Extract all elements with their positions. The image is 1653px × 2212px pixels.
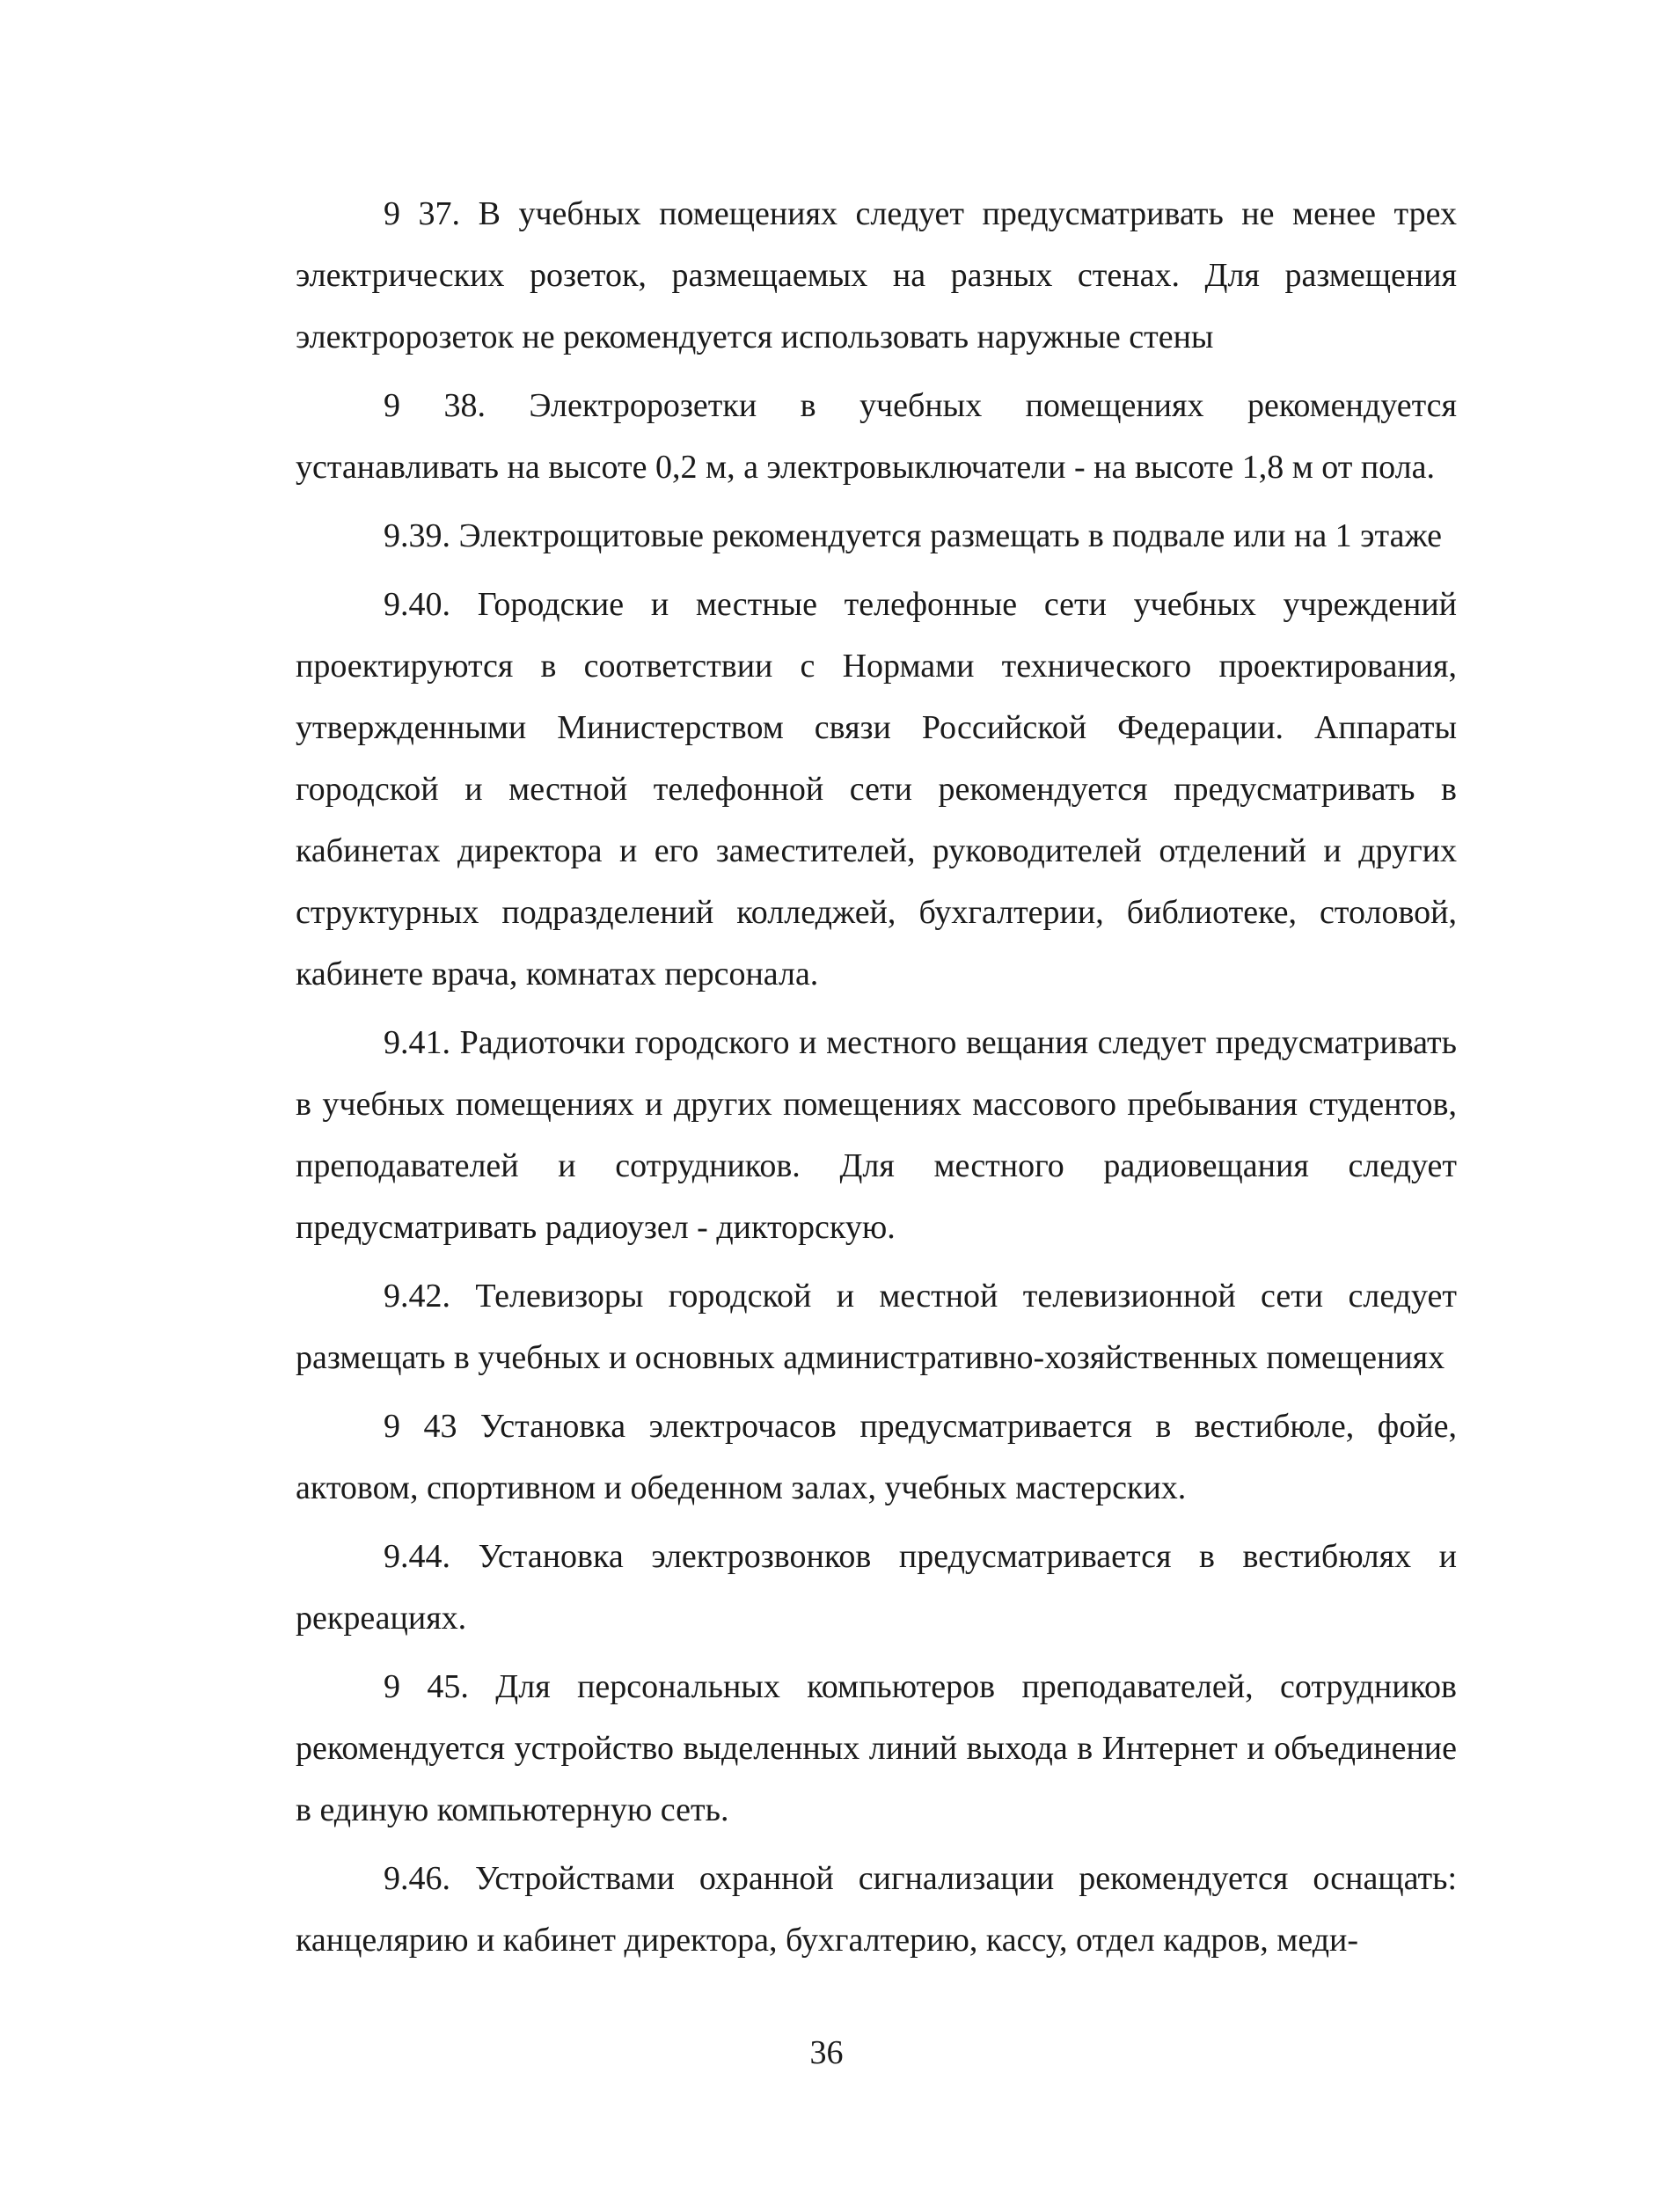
body-text [296,183,1457,1978]
paragraph-9-40: 9.40. Городские и местные телефонные сети учебных учреждений проектируются в соответствии с Нормами технического проектирования, утвержденными Министерством связи Российской Федерации. Аппараты городской и местной телефонной сети рекомендуется предусматривать в кабинетах директора и его заместителей, руководителей отделений и других структурных подразделений колледжей, бухгалтерии, библиотеке, столовой, кабинете врача, комнатах персонала. [296,586,1457,992]
paragraph-9-42: 9.42. Телевизоры городской и местной телевизионной сети следует размещать в учебных и основных административно-хозяйственных помещениях [296,1278,1457,1376]
paragraph-9-45: 9 45. Для персональных компьютеров преподавателей, сотрудников рекомендуется устройство выделенных линий выхода в Интернет и объединение в единую компьютерную сеть. [296,1668,1457,1828]
paragraph-9-37: 9 37. В учебных помещениях следует предусматривать не менее трех электрических розеток, размещаемых на разных стенах. Для размещения электророзеток не рекомендуется использовать наружные стены [296,195,1457,355]
paragraph-9-38: 9 38. Электророзетки в учебных помещениях рекомендуется устанавливать на высоте 0,2 м, а электровыключатели - на высоте 1,8 м от пола. [296,387,1457,486]
page-number: 36 [809,2034,844,2071]
paragraph-9-46: 9.46. Устройствами охранной сигнализации рекомендуется оснащать: канцелярию и кабинет директора, бухгалтерию, кассу, отдел кадров, меди- [296,1860,1457,1959]
paragraph-9-39: 9.39. Электрощитовые рекомендуется размещать в подвале или на 1 этаже [384,517,1443,554]
paragraph-9-44: 9.44. Установка электрозвонков предусматривается в вестибюлях и рекреациях. [296,1538,1457,1637]
paragraph-9-41: 9.41. Радиоточки городского и местного вещания следует предусматривать в учебных помещениях и других помещениях массового пребывания студентов, преподавателей и сотрудников. Для местного радиовещания следует предусматривать радиоузел - дикторскую. [296,1024,1457,1246]
paragraph-9-43: 9 43 Установка электрочасов предусматривается в вестибюле, фойе, актовом, спортивном и обеденном залах, учебных мастерских. [296,1408,1457,1506]
